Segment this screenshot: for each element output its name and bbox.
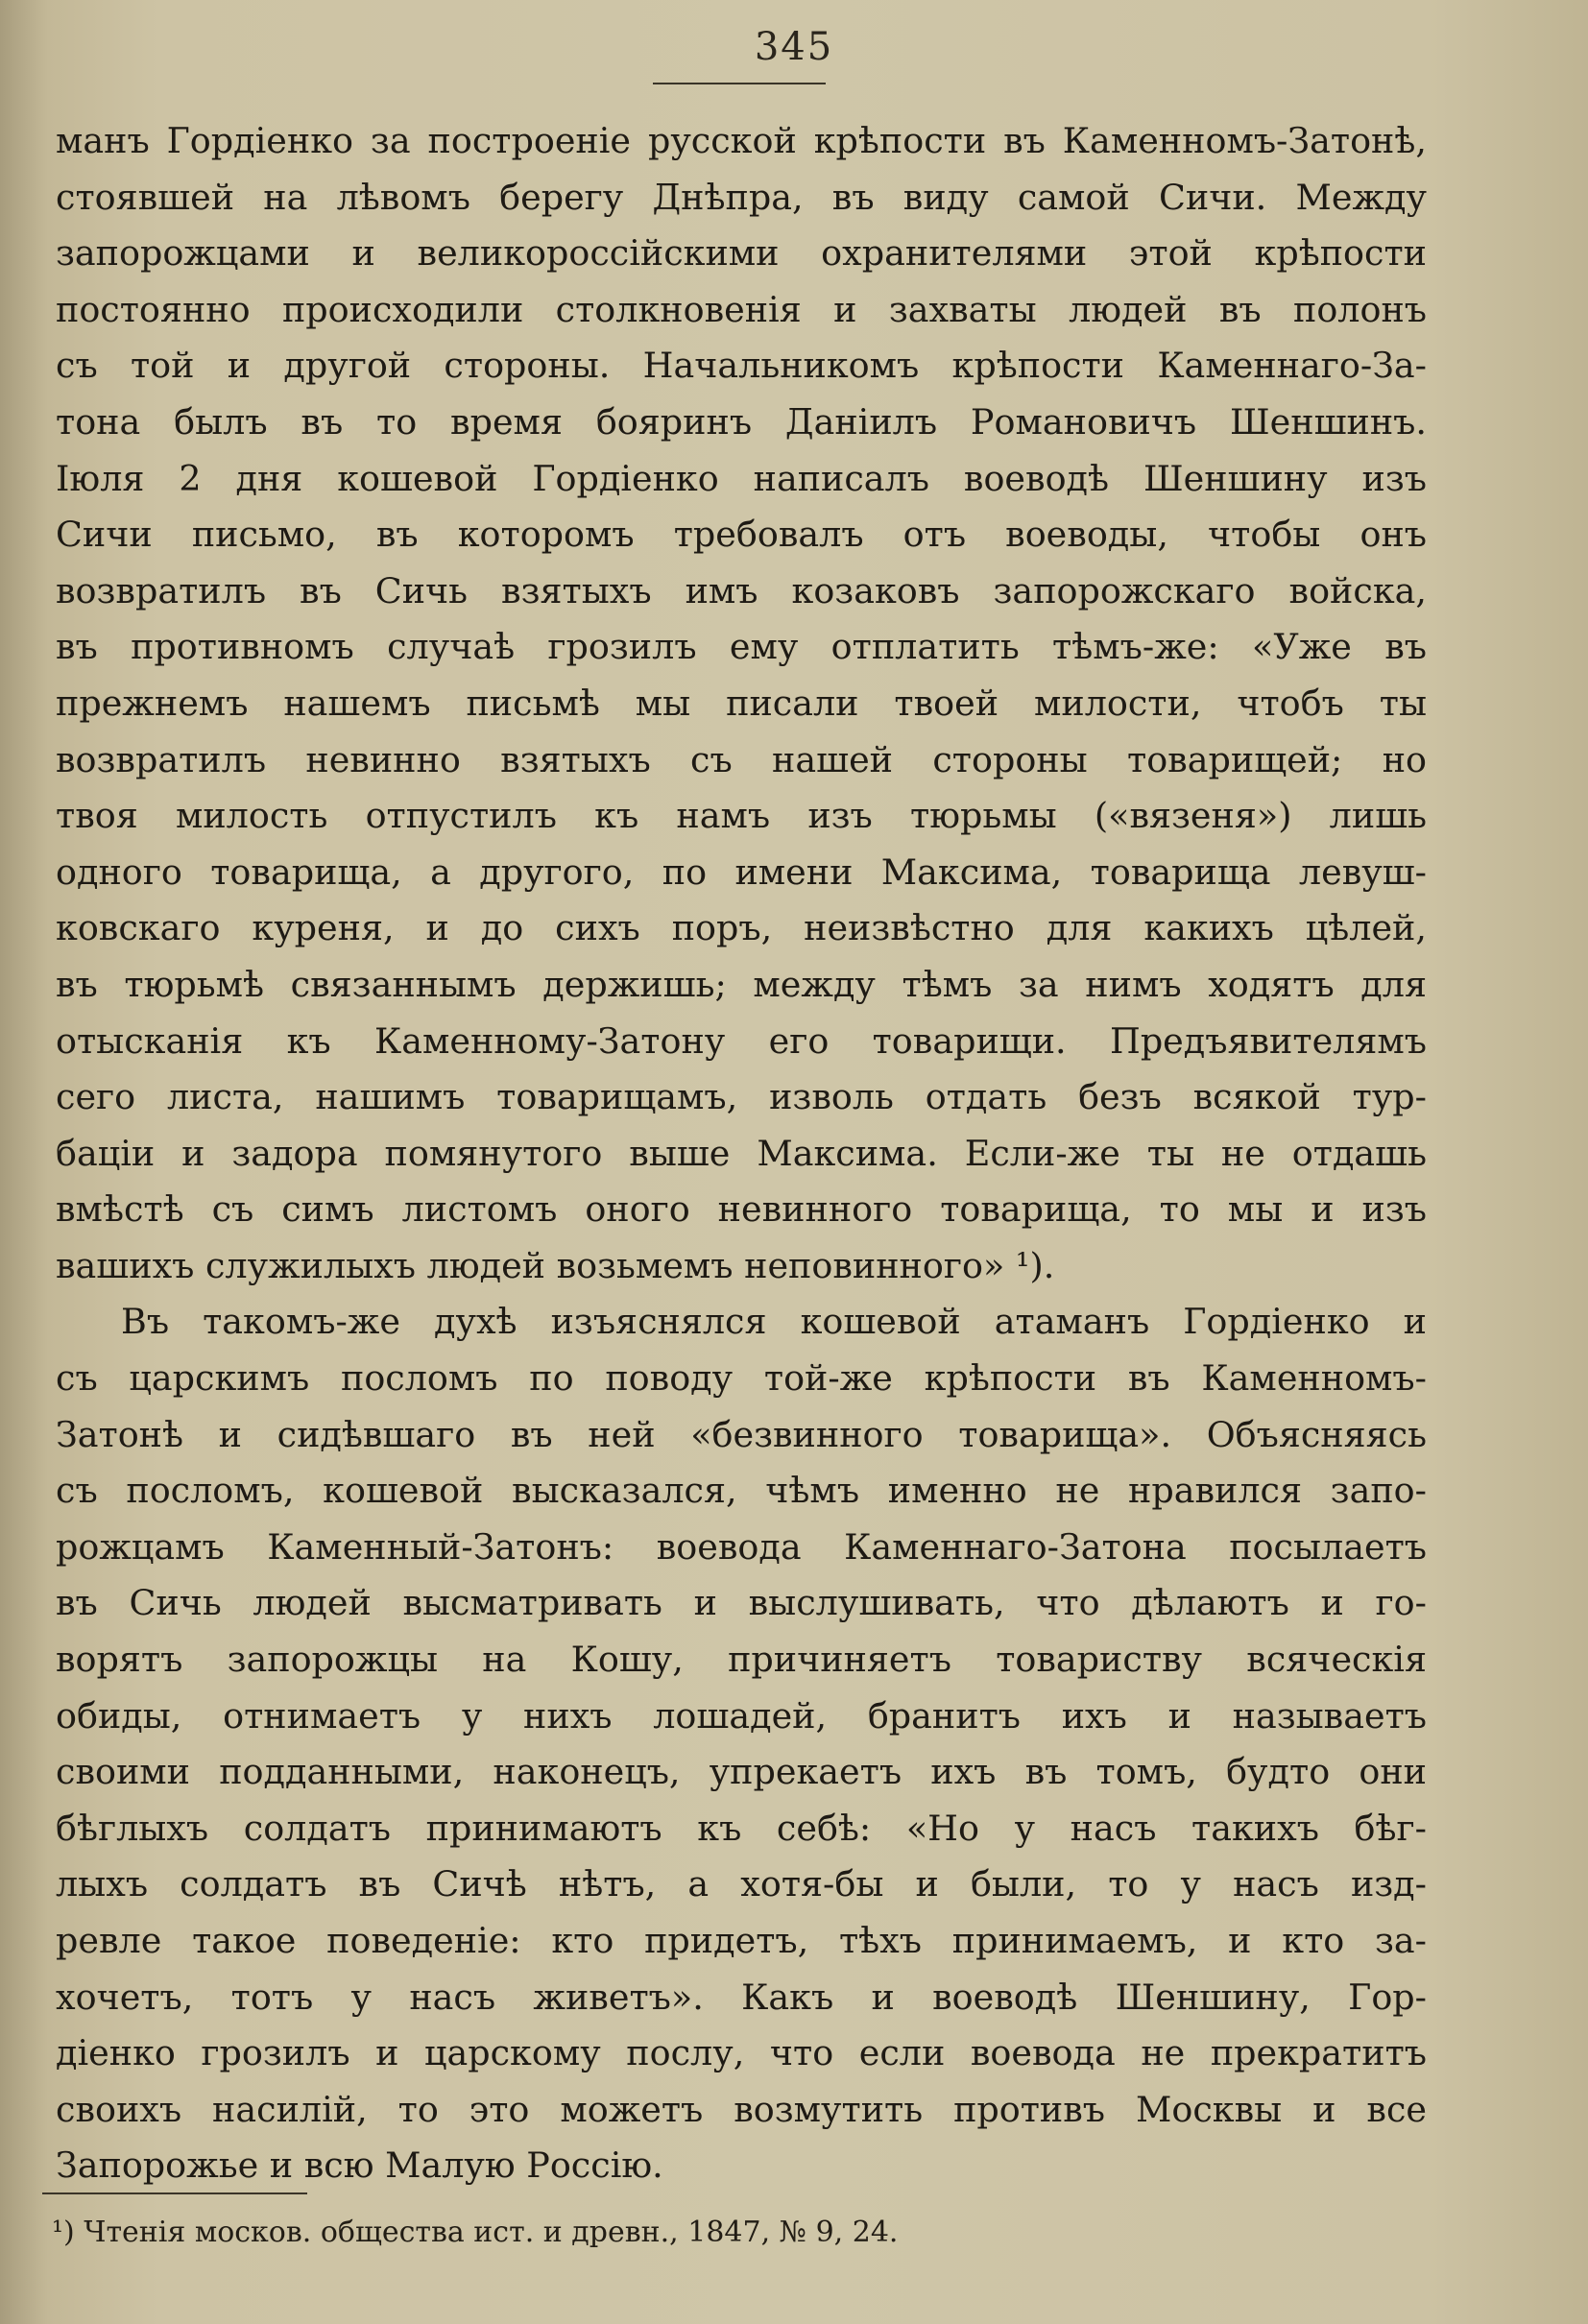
text-line: своихъ насилій, то это можетъ возмутить противъ Москвы и все [56, 2088, 1427, 2130]
text-line: въ Сичь людей высматривать и выслушивать, что дѣлаютъ и го- [56, 1582, 1427, 1624]
footnote: ¹) Чтенія москов. общества ист. и древн., 1847, № 9, 24. [52, 2216, 899, 2249]
text-line: ковскаго куреня, и до сихъ поръ, неизвѣстно для какихъ цѣлей, [56, 907, 1427, 949]
text-line: ворятъ запорожцы на Кошу, причиняетъ товариству всяческія [56, 1639, 1427, 1681]
text-line: съ той и другой стороны. Начальникомъ крѣпости Каменнаго-За- [56, 345, 1427, 387]
text-line: манъ Гордіенко за построеніе русской крѣпости въ Каменномъ-Затонѣ, [56, 120, 1427, 161]
text-line: отысканія къ Каменному-Затону его товарищи. Предъявителямъ [56, 1019, 1427, 1062]
text-line: возвратилъ невинно взятыхъ съ нашей стороны товарищей; но [56, 738, 1427, 780]
text-line: бѣглыхъ солдатъ принимаютъ къ себѣ: «Но у насъ такихъ бѣг- [56, 1807, 1427, 1849]
text-line: ревле такое поведеніе: кто придетъ, тѣхъ принимаемъ, и кто за- [56, 1920, 1427, 1961]
text-line: запорожцами и великороссійскими охранителями этой крѣпости [56, 232, 1427, 275]
text-line: своими подданными, наконецъ, упрекаетъ ихъ въ томъ, будто они [56, 1751, 1427, 1793]
text-line: сего листа, нашимъ товарищамъ, изволь отдать безъ всякой тур- [56, 1076, 1427, 1118]
text-line: Іюля 2 дня кошевой Гордіенко написалъ воеводѣ Шеншину изъ [56, 457, 1427, 499]
text-line: діенко грозилъ и царскому послу, что если воевода не прекратитъ [56, 2032, 1427, 2074]
text-line: рожцамъ Каменный-Затонъ: воевода Каменнаго-Затона посылаетъ [56, 1525, 1427, 1568]
text-line: одного товарища, а другого, по имени Максима, товарища левуш- [56, 851, 1427, 893]
page-number: 345 [754, 25, 834, 69]
text-line: хочетъ, тотъ у насъ живетъ». Какъ и воеводѣ Шеншину, Гор- [56, 1976, 1427, 2018]
text-line: лыхъ солдатъ въ Сичѣ нѣтъ, а хотя-бы и были, то у насъ изд- [56, 1863, 1427, 1905]
text-line: обиды, отнимаетъ у нихъ лошадей, бранитъ ихъ и называетъ [56, 1694, 1427, 1737]
text-line: вмѣстѣ съ симъ листомъ оного невинного товарища, то мы и изъ [56, 1188, 1427, 1231]
text-line: въ противномъ случаѣ грозилъ ему отплатить тѣмъ-же: «Уже въ [56, 626, 1427, 668]
text-line: постоянно происходили столкновенія и захваты людей въ полонъ [56, 288, 1427, 330]
text-line: вашихъ служилыхъ людей возьмемъ неповинного» ¹). [56, 1244, 1055, 1286]
text-line: прежнемъ нашемъ письмѣ мы писали твоей милости, чтобъ ты [56, 682, 1427, 724]
body-text [56, 113, 1427, 2194]
text-line: стоявшей на лѣвомъ берегу Днѣпра, въ виду самой Сичи. Между [56, 176, 1427, 218]
text-line: Запорожье и всю Малую Россію. [56, 2144, 663, 2187]
text-line: Сичи письмо, въ которомъ требовалъ отъ воеводы, чтобы онъ [56, 514, 1427, 556]
footnote-rule [42, 2192, 307, 2194]
header-rule [653, 83, 826, 84]
paragraph-2 [56, 1294, 1427, 2194]
text-line: съ посломъ, кошевой высказался, чѣмъ именно не нравился запо- [56, 1470, 1427, 1512]
text-line: Въ такомъ-же духѣ изъяснялся кошевой атаманъ Гордіенко и [121, 1301, 1427, 1343]
text-line: тона былъ въ то время бояринъ Даніилъ Романовичъ Шеншинъ. [56, 400, 1427, 443]
text-line: съ царскимъ посломъ по поводу той-же крѣпости въ Каменномъ- [56, 1357, 1427, 1400]
text-line: баціи и задора помянутого выше Максима. Если-же ты не отдашь [56, 1132, 1427, 1174]
text-line: въ тюрьмѣ связаннымъ держишь; между тѣмъ за нимъ ходятъ для [56, 963, 1427, 1005]
paragraph-1 [56, 113, 1427, 1294]
text-line: Затонѣ и сидѣвшаго въ ней «безвинного товарища». Объясняясь [56, 1413, 1427, 1455]
text-line: твоя милость отпустилъ къ намъ изъ тюрьмы («вязеня») лишь [56, 795, 1427, 837]
text-line: возвратилъ въ Сичь взятыхъ имъ козаковъ запорожскаго войска, [56, 569, 1427, 611]
